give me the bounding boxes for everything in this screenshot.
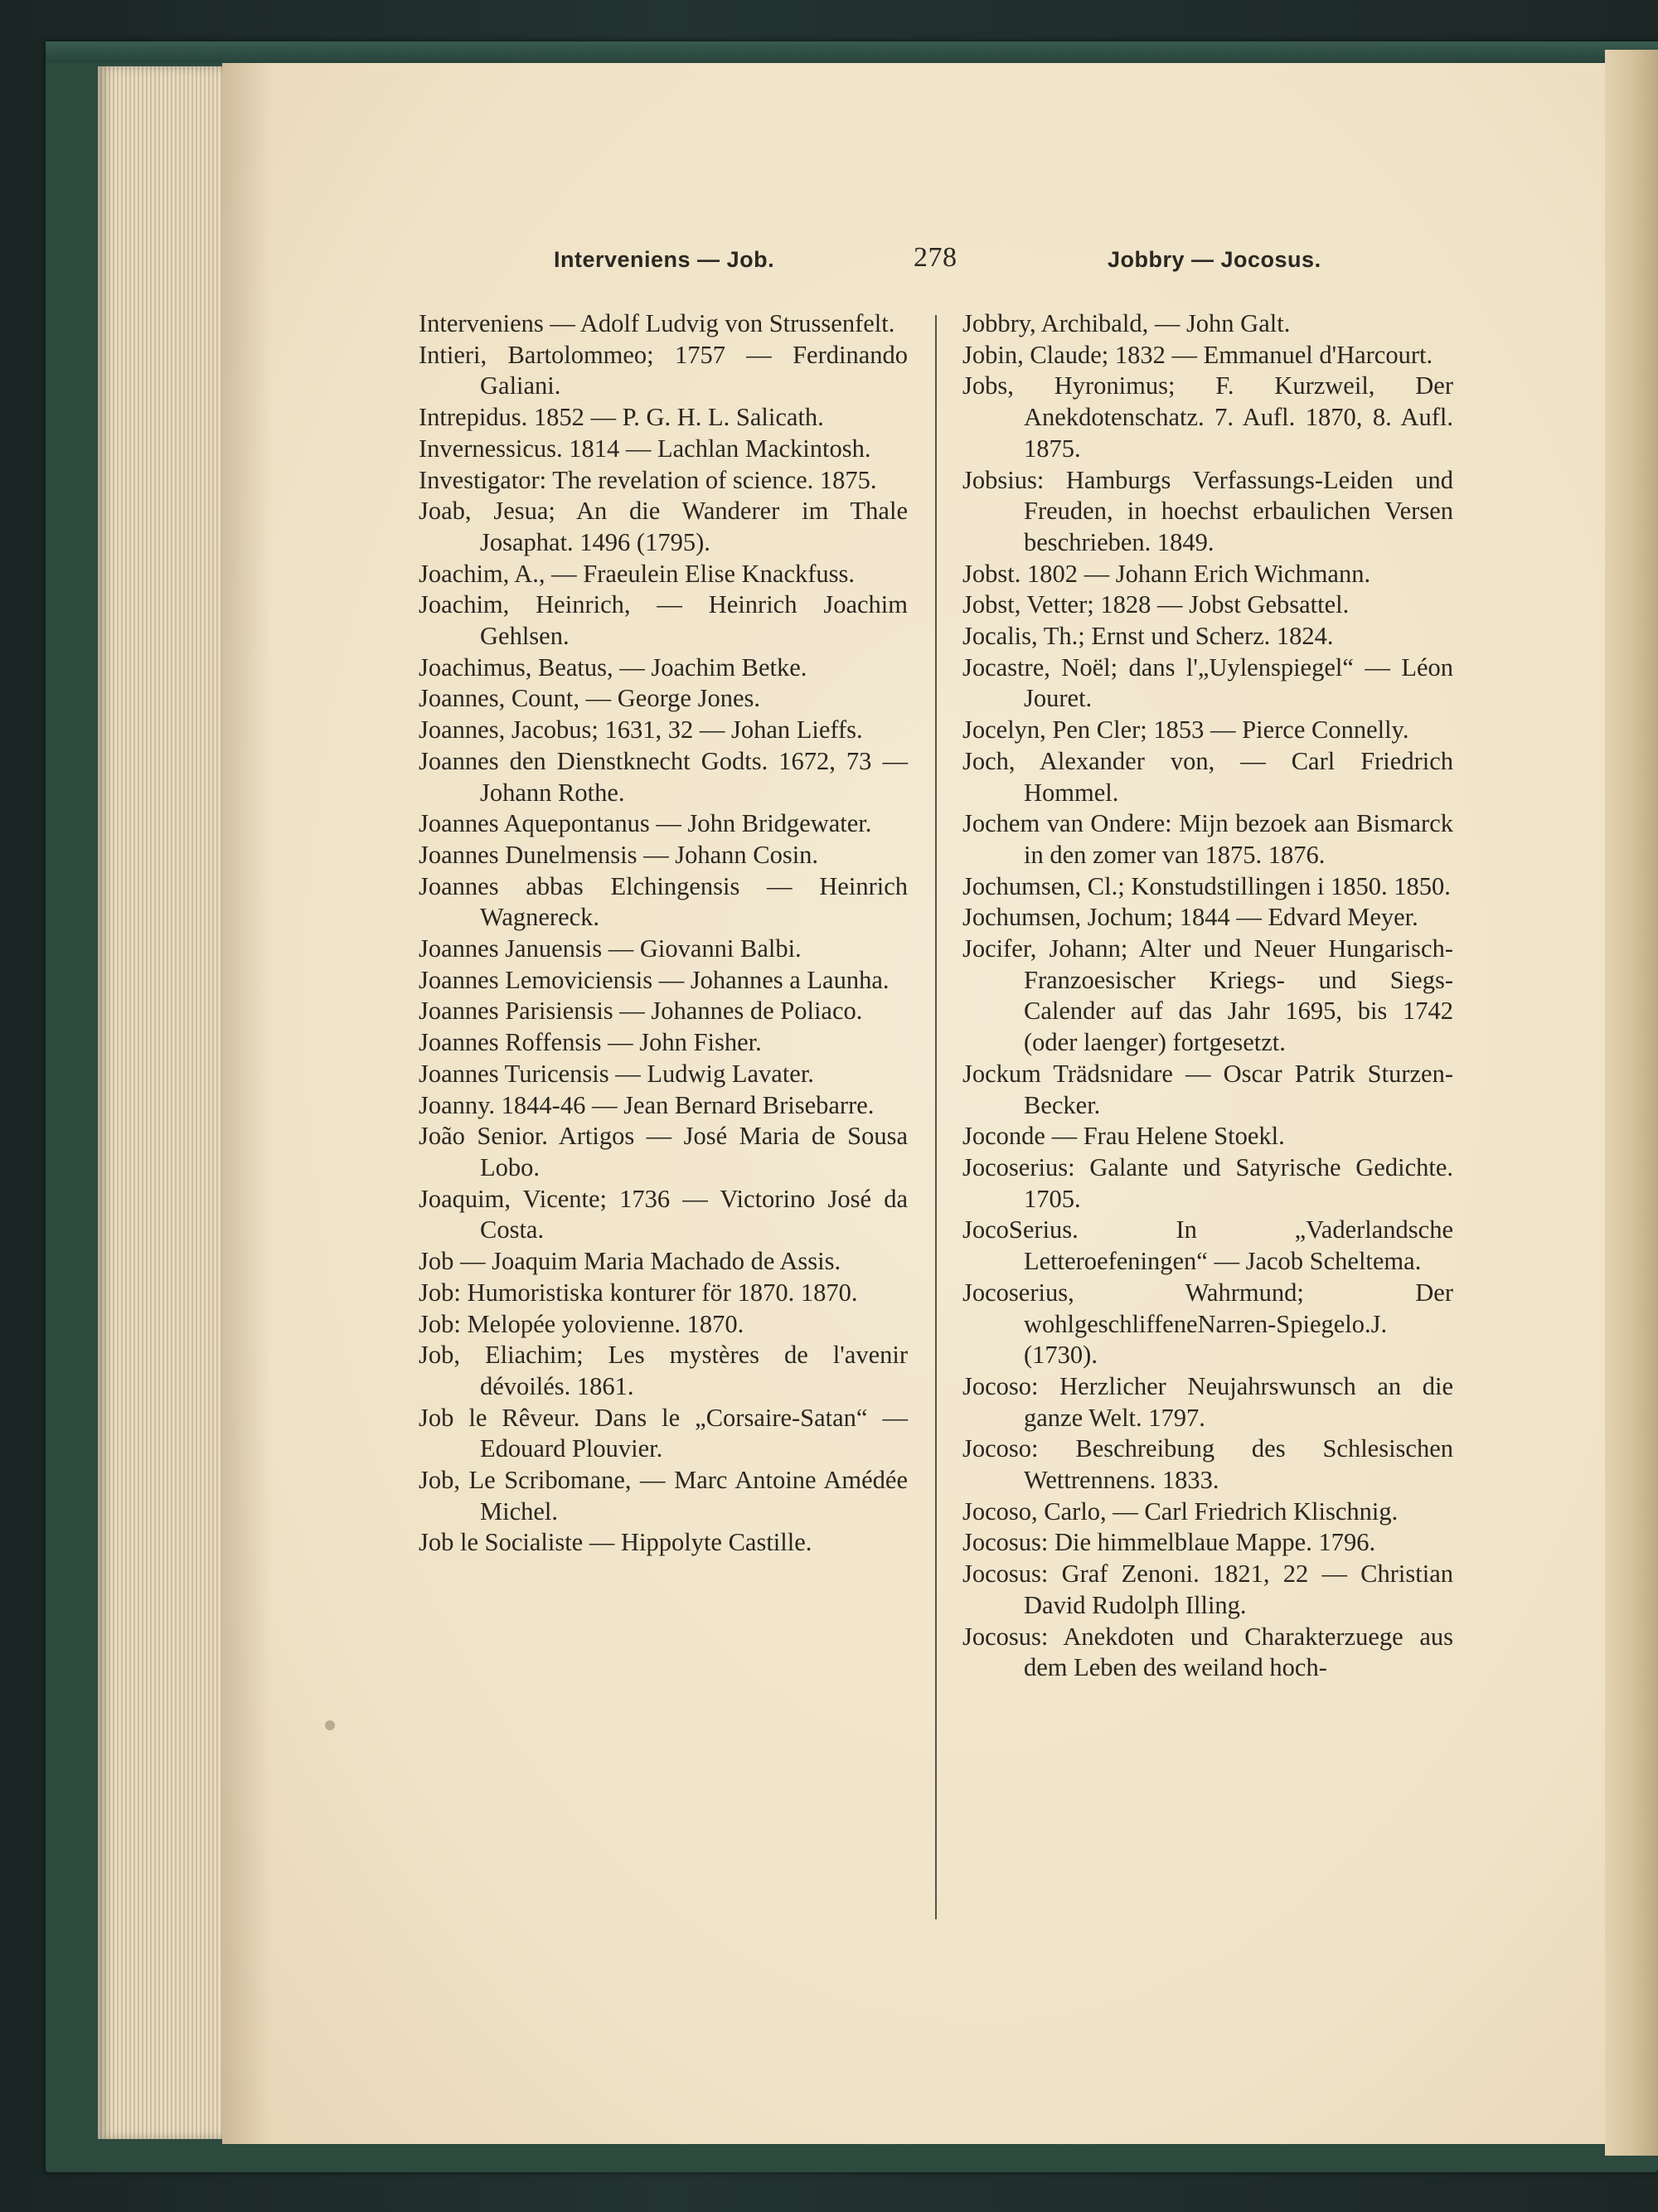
index-entry: Jocoserius, Wahrmund; Der wohlgeschliffeneNarren-Spiegelo.J.(1730). <box>962 1278 1453 1370</box>
index-entry: Jocosus: Graf Zenoni. 1821, 22 — Christian David Rudolph Illing. <box>962 1560 1453 1619</box>
index-entry: Job: Humoristiska konturer för 1870. 1870. <box>419 1278 858 1307</box>
index-entry: Jocoserius: Galante und Satyrische Gedichte. 1705. <box>962 1152 1453 1213</box>
index-entry: Job, Eliachim; Les mystères de l'avenir dévoilés. 1861. <box>419 1341 908 1400</box>
book-cover-top-edge <box>46 41 1658 63</box>
index-entry: Job: Melopée yolovienne. 1870. <box>419 1309 744 1338</box>
index-entry: Investigator: The revelation of science. 1875. <box>419 465 877 494</box>
index-entry: Joachim, A., — Fraeulein Elise Knackfuss. <box>419 559 856 588</box>
index-entry: Joachim, Heinrich, — Heinrich Joachim Gehlsen. <box>419 590 908 651</box>
page-number: 278 <box>914 242 957 273</box>
index-entry: Jocoso: Beschreibung des Schlesischen Wettrennens. 1833. <box>962 1434 1453 1495</box>
index-entry: Joannes Lemoviciensis — Johannes a Launha. <box>419 965 890 994</box>
running-head-right: Jobbry — Jocosus. <box>1108 247 1321 272</box>
index-entry: Jobbry, Archibald, — John Galt. <box>962 309 1291 337</box>
index-entry: Joannes, Count, — George Jones. <box>419 684 760 713</box>
index-entry: Jocoso, Carlo, — Carl Friedrich Klischnig. <box>962 1496 1399 1526</box>
index-entry: Jobst. 1802 — Johann Erich Wichmann. <box>962 559 1371 588</box>
index-entry: Joannes Turicensis — Ludwig Lavater. <box>419 1059 814 1088</box>
index-entry: João Senior. Artigos — José Maria de Sousa Lobo. <box>419 1122 908 1181</box>
index-entry: Joannes Parisiensis — Johannes de Poliaco. <box>419 997 863 1026</box>
index-entry: Joab, Jesua; An die Wanderer im Thale Josaphat. 1496 (1795). <box>419 497 908 556</box>
left-column <box>419 308 908 1559</box>
index-entry: Joconde — Frau Helene Stoekl. <box>962 1122 1285 1151</box>
index-entry: Jocoso: Herzlicher Neujahrswunsch an die ganze Welt. 1797. <box>962 1371 1453 1432</box>
paper-speck <box>325 1720 335 1730</box>
index-entry: Joannes Roffensis — John Fisher. <box>419 1028 762 1057</box>
index-entry: Jocastre, Noël; dans l'„Uylenspiegel“ — Léon Jouret. <box>962 652 1453 713</box>
index-entry: Joannes Dunelmensis — Johann Cosin. <box>419 840 819 869</box>
index-entry: Jobin, Claude; 1832 — Emmanuel d'Harcourt. <box>962 340 1433 369</box>
index-entry: Joannes Januensis — Giovanni Balbi. <box>419 934 802 963</box>
facing-page-edge <box>1605 50 1658 2156</box>
index-entry: Invernessicus. 1814 — Lachlan Mackintosh. <box>419 434 871 463</box>
index-entry: Joch, Alexander von, — Carl Friedrich Hommel. <box>962 746 1453 807</box>
index-entry: Jocosus: Anekdoten und Charakterzuege aus dem Leben des weiland hoch- <box>962 1622 1453 1682</box>
index-entry: Job, Le Scribomane, — Marc Antoine Amédée Michel. <box>419 1466 908 1526</box>
index-entry: Jobsius: Hamburgs Verfassungs-Leiden und Freuden, in hoechst erbaulichen Versen beschrieben. 1849. <box>962 465 1453 556</box>
index-entry: Joanny. 1844-46 — Jean Bernard Brisebarre. <box>419 1090 875 1119</box>
index-entry: Jocifer, Johann; Alter und Neuer Hungarisch-Franzoesischer Kriegs- und Siegs-Calender auf das Jahr 1695, bis 1742 (oder laenger) fortgesetzt. <box>962 934 1453 1057</box>
right-column <box>962 308 1453 1684</box>
index-entry: Joachimus, Beatus, — Joachim Betke. <box>419 652 807 682</box>
index-entry: Jocosus: Die himmelblaue Mappe. 1796. <box>962 1528 1376 1557</box>
index-entry: Intrepidus. 1852 — P. G. H. L. Salicath. <box>419 403 824 432</box>
index-entry: Joannes den Dienstknecht Godts. 1672, 73 — Johann Rothe. <box>419 746 908 807</box>
column-rule <box>935 315 937 1919</box>
page-edges-stack <box>98 66 230 2139</box>
index-entry: Joannes Aquepontanus — John Bridgewater. <box>419 809 872 838</box>
index-entry: Joaquim, Vicente; 1736 — Victorino José da Costa. <box>419 1184 908 1244</box>
index-entry: JocoSerius. In „Vaderlandsche Letteroefeningen“ — Jacob Scheltema. <box>962 1215 1453 1276</box>
index-entry: Job le Rêveur. Dans le „Corsaire-Satan“ — Edouard Plouvier. <box>419 1403 908 1463</box>
index-entry: Jochem van Ondere: Mijn bezoek aan Bismarck in den zomer van 1875. 1876. <box>962 809 1453 869</box>
index-entry: Jochumsen, Jochum; 1844 — Edvard Meyer. <box>962 903 1418 932</box>
index-entry: Joannes, Jacobus; 1631, 32 — Johan Lieffs. <box>419 716 863 745</box>
index-entry: Jobst, Vetter; 1828 — Jobst Gebsattel. <box>962 590 1350 619</box>
index-entry: Jocelyn, Pen Cler; 1853 — Pierce Connelly. <box>962 716 1409 745</box>
index-entry: Job le Socialiste — Hippolyte Castille. <box>419 1528 812 1557</box>
index-entry: Joannes abbas Elchingensis — Heinrich Wagnereck. <box>419 871 908 932</box>
index-entry: Jocalis, Th.; Ernst und Scherz. 1824. <box>962 622 1334 651</box>
index-entry: Jobs, Hyronimus; F. Kurzweil, Der Anekdotenschatz. 7. Aufl. 1870, 8. Aufl. 1875. <box>962 371 1453 463</box>
index-entry: Jockum Trädsnidare — Oscar Patrik Sturzen-Becker. <box>962 1059 1453 1119</box>
page-gutter-shadow <box>222 63 272 2144</box>
running-head-left: Interveniens — Job. <box>554 247 775 272</box>
index-entry: Interveniens — Adolf Ludvig von Strussenfelt. <box>419 309 895 337</box>
index-entry: Jochumsen, Cl.; Konstudstillingen i 1850. 1850. <box>962 871 1451 900</box>
index-entry: Job — Joaquim Maria Machado de Assis. <box>419 1247 841 1276</box>
index-entry: Intieri, Bartolommeo; 1757 — Ferdinando Galiani. <box>419 340 908 400</box>
